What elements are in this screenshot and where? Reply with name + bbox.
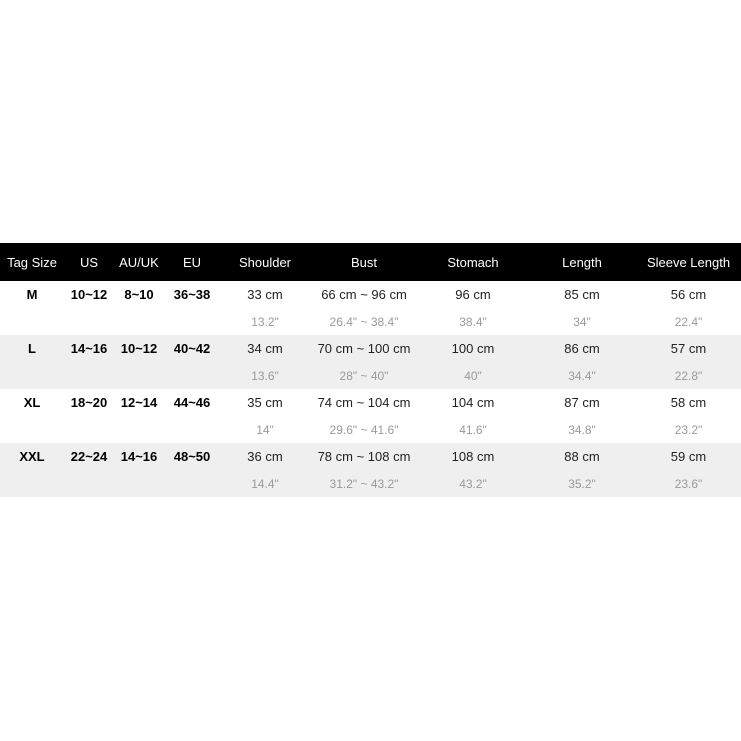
eu-size-cell: 44~46 xyxy=(173,395,211,410)
sleeve-cm-cell: 56 cm xyxy=(670,287,707,302)
table-row xyxy=(0,443,741,497)
sleeve-inch-cell: 22.8" xyxy=(674,368,703,383)
row-cm-line xyxy=(0,335,741,362)
row-inch-line xyxy=(0,470,741,497)
table-row xyxy=(0,335,741,389)
bust-inch-cell: 28" ~ 40" xyxy=(339,368,389,383)
header-length: Length xyxy=(562,254,602,270)
header-tag-size: Tag Size xyxy=(7,254,57,270)
sleeve-inch-cell: 22.4" xyxy=(674,314,703,329)
header-au-uk: AU/UK xyxy=(119,254,159,270)
size-chart-table xyxy=(0,243,741,497)
us-size-cell: 18~20 xyxy=(70,395,108,410)
sleeve-cm-cell: 58 cm xyxy=(670,395,707,410)
sleeve-cm-cell: 57 cm xyxy=(670,341,707,356)
au-uk-size-cell: 10~12 xyxy=(120,341,158,356)
length-inch-cell: 34" xyxy=(573,314,591,329)
shoulder-inch-cell: 13.6" xyxy=(251,368,279,383)
stomach-inch-cell: 40" xyxy=(464,368,482,383)
au-uk-size-cell: 14~16 xyxy=(120,449,158,464)
table-header xyxy=(0,243,741,281)
row-inch-line xyxy=(0,416,741,443)
header-bust: Bust xyxy=(350,254,377,270)
header-sleeve-length: Sleeve Length xyxy=(646,254,731,270)
tag-size-cell: XXL xyxy=(19,449,45,464)
us-size-cell: 10~12 xyxy=(70,287,108,302)
bust-inch-cell: 26.4" ~ 38.4" xyxy=(329,314,399,329)
bust-inch-cell: 29.6" ~ 41.6" xyxy=(329,422,399,437)
sleeve-inch-cell: 23.2" xyxy=(674,422,703,437)
tag-size-cell: M xyxy=(26,287,38,302)
au-uk-size-cell: 12~14 xyxy=(120,395,158,410)
shoulder-inch-cell: 14" xyxy=(256,422,274,437)
length-cm-cell: 86 cm xyxy=(564,341,600,356)
stomach-inch-cell: 38.4" xyxy=(459,314,487,329)
sleeve-cm-cell: 59 cm xyxy=(670,449,707,464)
sleeve-inch-cell: 23.6" xyxy=(674,476,703,491)
bust-cm-cell: 78 cm ~ 108 cm xyxy=(317,449,411,464)
header-eu: EU xyxy=(182,254,202,270)
row-inch-line xyxy=(0,308,741,335)
stomach-cm-cell: 96 cm xyxy=(455,287,491,302)
shoulder-cm-cell: 34 cm xyxy=(247,341,283,356)
bust-cm-cell: 66 cm ~ 96 cm xyxy=(321,287,407,302)
row-cm-line xyxy=(0,389,741,416)
eu-size-cell: 36~38 xyxy=(173,287,211,302)
row-cm-line xyxy=(0,443,741,470)
length-inch-cell: 35.2" xyxy=(568,476,596,491)
tag-size-cell: XL xyxy=(23,395,41,410)
eu-size-cell: 48~50 xyxy=(173,449,211,464)
header-shoulder: Shoulder xyxy=(238,254,292,270)
length-inch-cell: 34.4" xyxy=(568,368,596,383)
tag-size-cell: L xyxy=(28,341,36,356)
au-uk-size-cell: 8~10 xyxy=(124,287,154,302)
length-cm-cell: 88 cm xyxy=(564,449,600,464)
shoulder-cm-cell: 33 cm xyxy=(247,287,283,302)
header-stomach: Stomach xyxy=(447,254,499,270)
us-size-cell: 22~24 xyxy=(70,449,108,464)
stomach-cm-cell: 104 cm xyxy=(451,395,495,410)
stomach-inch-cell: 41.6" xyxy=(459,422,487,437)
length-cm-cell: 87 cm xyxy=(564,395,600,410)
length-inch-cell: 34.8" xyxy=(568,422,596,437)
header-us: US xyxy=(79,254,99,270)
table-row xyxy=(0,389,741,443)
row-cm-line xyxy=(0,281,741,308)
row-inch-line xyxy=(0,362,741,389)
shoulder-inch-cell: 13.2" xyxy=(251,314,279,329)
length-cm-cell: 85 cm xyxy=(564,287,600,302)
table-row xyxy=(0,281,741,335)
us-size-cell: 14~16 xyxy=(70,341,108,356)
shoulder-inch-cell: 14.4" xyxy=(251,476,279,491)
bust-cm-cell: 70 cm ~ 100 cm xyxy=(317,341,411,356)
shoulder-cm-cell: 35 cm xyxy=(247,395,283,410)
eu-size-cell: 40~42 xyxy=(173,341,211,356)
stomach-inch-cell: 43.2" xyxy=(459,476,487,491)
shoulder-cm-cell: 36 cm xyxy=(247,449,283,464)
stomach-cm-cell: 108 cm xyxy=(451,449,495,464)
bust-inch-cell: 31.2" ~ 43.2" xyxy=(329,476,399,491)
bust-cm-cell: 74 cm ~ 104 cm xyxy=(317,395,411,410)
stomach-cm-cell: 100 cm xyxy=(451,341,495,356)
